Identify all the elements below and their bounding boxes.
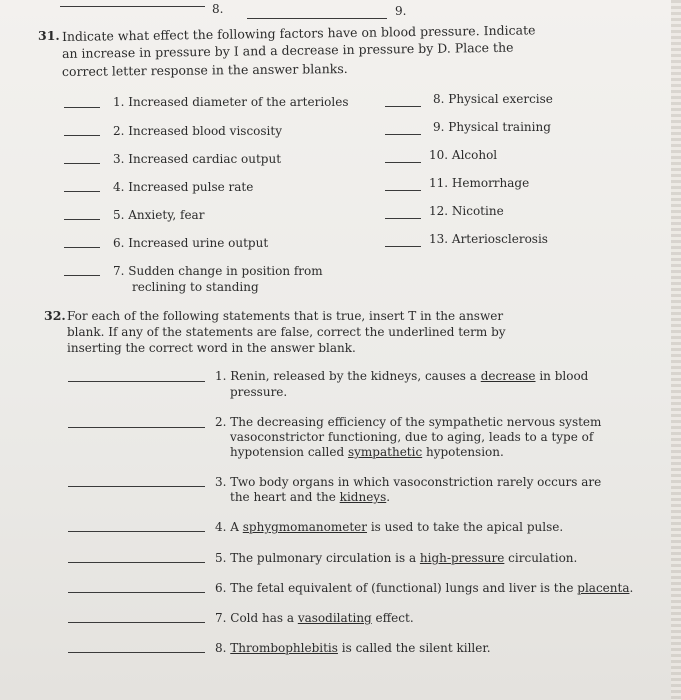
answer-blank-31-12[interactable] bbox=[385, 218, 421, 219]
answer-blank-32-3[interactable] bbox=[68, 486, 205, 487]
q32-statement-2-line-2: vasoconstrictor functioning, due to aging, leads to a type of bbox=[230, 430, 594, 444]
question-32-prompt-line-1: For each of the following statements that is true, insert T in the answer bbox=[67, 309, 504, 323]
answer-blank-32-7[interactable] bbox=[68, 622, 205, 623]
answer-blank-31-1[interactable] bbox=[64, 107, 100, 108]
answer-blank-31-11[interactable] bbox=[385, 190, 421, 191]
answer-blank-31-2[interactable] bbox=[64, 135, 100, 136]
answer-blank-31-7[interactable] bbox=[64, 275, 100, 276]
question-31-prompt-line-2: an increase in pressure by I and a decrease in pressure by D. Place the bbox=[61, 39, 514, 61]
answer-blank-32-6[interactable] bbox=[68, 592, 205, 593]
q32-statement-3-line-2: the heart and the kidneys. bbox=[230, 490, 391, 504]
q32-statement-2-line-3: hypotension called sympathetic hypotension. bbox=[230, 445, 504, 459]
answer-blank-31-3[interactable] bbox=[64, 163, 100, 164]
q31-item-13: 13. Arteriosclerosis bbox=[429, 232, 548, 246]
answer-blank-31-10[interactable] bbox=[385, 162, 421, 163]
answer-blank-32-5[interactable] bbox=[68, 562, 205, 563]
page-edge bbox=[671, 0, 681, 700]
q32-statement-1: 1. Renin, released by the kidneys, causes a decrease in blood bbox=[215, 369, 589, 383]
q31-item-4: 4. Increased pulse rate bbox=[113, 180, 254, 194]
q31-item-1: 1. Increased diameter of the arterioles bbox=[113, 95, 349, 109]
q31-item-10: 10. Alcohol bbox=[429, 148, 498, 162]
q31-item-11: 11. Hemorrhage bbox=[429, 176, 530, 190]
answer-blank-31-9[interactable] bbox=[385, 134, 421, 135]
q31-item-6: 6. Increased urine output bbox=[113, 236, 269, 250]
answer-blank-31-6[interactable] bbox=[64, 247, 100, 248]
q32-statement-1-line-2: pressure. bbox=[230, 385, 288, 399]
answer-blank-32-8[interactable] bbox=[68, 652, 205, 653]
q31-item-12: 12. Nicotine bbox=[429, 204, 504, 218]
q31-item-8: 8. Physical exercise bbox=[433, 92, 553, 106]
question-31-number: 31. bbox=[38, 28, 60, 43]
q32-statement-3-line-1: 3. Two body organs in which vasoconstriction rarely occurs are bbox=[215, 475, 602, 489]
answer-blank-32-2[interactable] bbox=[68, 427, 205, 428]
question-32-number: 32. bbox=[44, 308, 66, 323]
answer-blank-32-1[interactable] bbox=[68, 381, 205, 382]
question-32-prompt-line-2: blank. If any of the statements are false, correct the underlined term by bbox=[67, 325, 506, 339]
q31-item-7-line-2: reclining to standing bbox=[132, 280, 259, 294]
answer-blank-31-5[interactable] bbox=[64, 219, 100, 220]
item-number-9: 9. bbox=[395, 4, 407, 18]
q31-item-5: 5. Anxiety, fear bbox=[113, 208, 205, 222]
q32-statement-6: 6. The fetal equivalent of (functional) lungs and liver is the placenta. bbox=[215, 581, 634, 595]
item-number-8: 8. bbox=[212, 2, 224, 16]
q31-item-9: 9. Physical training bbox=[433, 120, 551, 134]
q32-statement-5: 5. The pulmonary circulation is a high-pressure circulation. bbox=[215, 551, 578, 565]
q31-item-2: 2. Increased blood viscosity bbox=[113, 124, 282, 138]
q31-item-3: 3. Increased cardiac output bbox=[113, 152, 282, 166]
answer-blank-top-7[interactable] bbox=[60, 6, 205, 7]
answer-blank-31-13[interactable] bbox=[385, 246, 421, 247]
q32-statement-2-line-1: 2. The decreasing efficiency of the sympathetic nervous system bbox=[215, 415, 602, 429]
answer-blank-31-4[interactable] bbox=[64, 191, 100, 192]
q32-statement-4: 4. A sphygmomanometer is used to take the apical pulse. bbox=[215, 520, 564, 534]
q32-statement-8: 8. Thrombophlebitis is called the silent killer. bbox=[215, 641, 491, 655]
answer-blank-32-4[interactable] bbox=[68, 531, 205, 532]
question-31-prompt-line-1: Indicate what effect the following factors have on blood pressure. Indicate bbox=[61, 22, 536, 44]
question-32-prompt-line-3: inserting the correct word in the answer blank. bbox=[67, 341, 356, 355]
q31-item-7-line-1: 7. Sudden change in position from bbox=[113, 264, 323, 278]
question-31-prompt-line-3: correct letter response in the answer blanks. bbox=[61, 61, 348, 79]
answer-blank-31-8[interactable] bbox=[385, 106, 421, 107]
answer-blank-top-8[interactable] bbox=[247, 18, 387, 19]
q32-statement-7: 7. Cold has a vasodilating effect. bbox=[215, 611, 414, 625]
